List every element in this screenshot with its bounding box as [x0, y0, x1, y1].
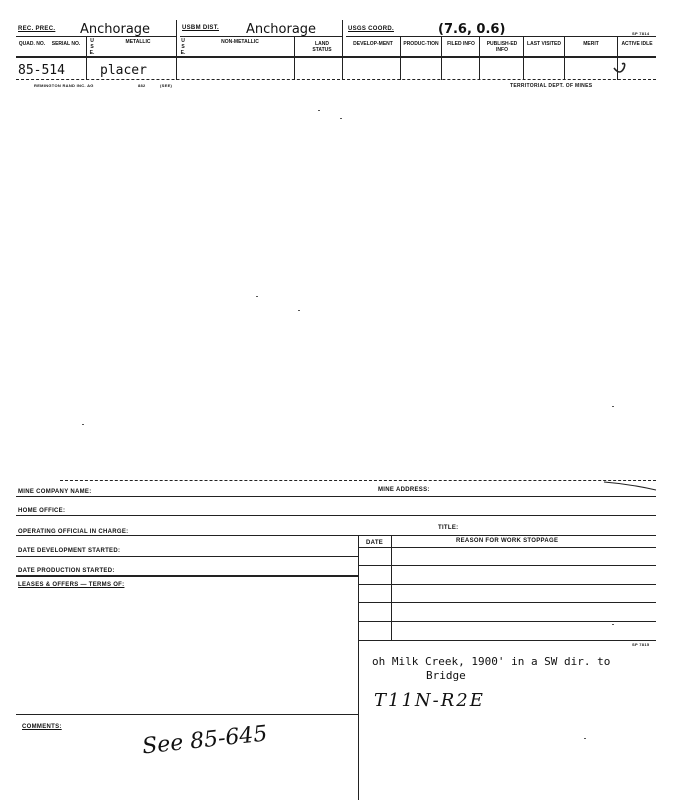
- col-active-idle: ACTIVE IDLE: [621, 41, 653, 47]
- col-last-visited: LAST VISITED: [527, 41, 561, 47]
- col-metallic-use-s: S: [90, 44, 94, 50]
- footer-dept: TERRITORIAL DEPT. OF MINES: [510, 83, 593, 89]
- home-office-label: HOME OFFICE:: [18, 508, 66, 514]
- usgs-coord-value: (7.6, 0.6): [438, 22, 506, 37]
- top-form-number: SP 7814: [632, 31, 650, 36]
- footer-code: 882: [138, 83, 146, 88]
- col-merit: MERIT: [583, 41, 599, 47]
- usbm-dist-label: USBM DIST.: [182, 25, 220, 31]
- operating-official-label: OPERATING OFFICIAL IN CHARGE:: [18, 529, 129, 535]
- bottom-form-number: SP 7815: [632, 642, 650, 647]
- mine-address-label: MINE ADDRESS:: [378, 487, 430, 493]
- col-metallic-use-e: E.: [89, 50, 95, 56]
- col-quad-no: QUAD. NO.: [18, 41, 46, 47]
- footer-printer: REMINGTON RAND INC. AG: [34, 83, 94, 88]
- location-note-line1: oh Milk Creek, 1900' in a SW dir. to: [372, 655, 611, 668]
- col-metallic-use-u: U: [90, 38, 94, 44]
- col-metallic: METALLIC: [125, 39, 151, 45]
- usgs-coord-label: USGS COORD.: [348, 26, 394, 32]
- leases-label: LEASES & OFFERS — TERMS OF:: [18, 582, 125, 588]
- quad-serial-value: 85-514: [18, 63, 65, 78]
- rec-prec-value: Anchorage: [80, 22, 151, 37]
- mine-company-name-label: MINE COMPANY NAME:: [18, 489, 92, 495]
- stoppage-date-header: DATE: [366, 540, 384, 546]
- col-nonmetallic-use-s: S: [181, 44, 185, 50]
- date-development-label: DATE DEVELOPMENT STARTED:: [18, 548, 121, 554]
- usbm-dist-value: Anchorage: [246, 22, 317, 37]
- title-label: TITLE:: [438, 525, 459, 531]
- metallic-value: placer: [100, 63, 147, 78]
- col-development: DEVELOP-MENT: [353, 41, 393, 47]
- comments-label: COMMENTS:: [22, 724, 62, 730]
- col-nonmetallic-use-u: U: [181, 38, 185, 44]
- col-filed-info: FILED INFO: [447, 41, 475, 47]
- footer-code2: (SEE): [160, 83, 173, 88]
- col-non-metallic: NON-METALLIC: [221, 39, 259, 45]
- col-serial-no: SERIAL NO.: [51, 41, 81, 47]
- rec-prec-label: REC. PREC.: [18, 26, 56, 32]
- comments-handwritten: See 85-645: [141, 721, 269, 760]
- check-mark-icon: [612, 60, 642, 78]
- stoppage-reason-header: REASON FOR WORK STOPPAGE: [456, 538, 559, 544]
- col-nonmetallic-use-e: E.: [180, 50, 186, 56]
- col-production: PRODUC-TION: [403, 41, 439, 47]
- date-production-label: DATE PRODUCTION STARTED:: [18, 568, 115, 574]
- township-range-handwritten: T11N-R2E: [374, 690, 485, 711]
- col-land-status: LAND STATUS: [312, 41, 332, 53]
- location-note-line2: Bridge: [426, 669, 466, 682]
- col-published-info: PUBLISH-ED INFO: [486, 41, 518, 53]
- address-scribble-icon: [600, 478, 660, 492]
